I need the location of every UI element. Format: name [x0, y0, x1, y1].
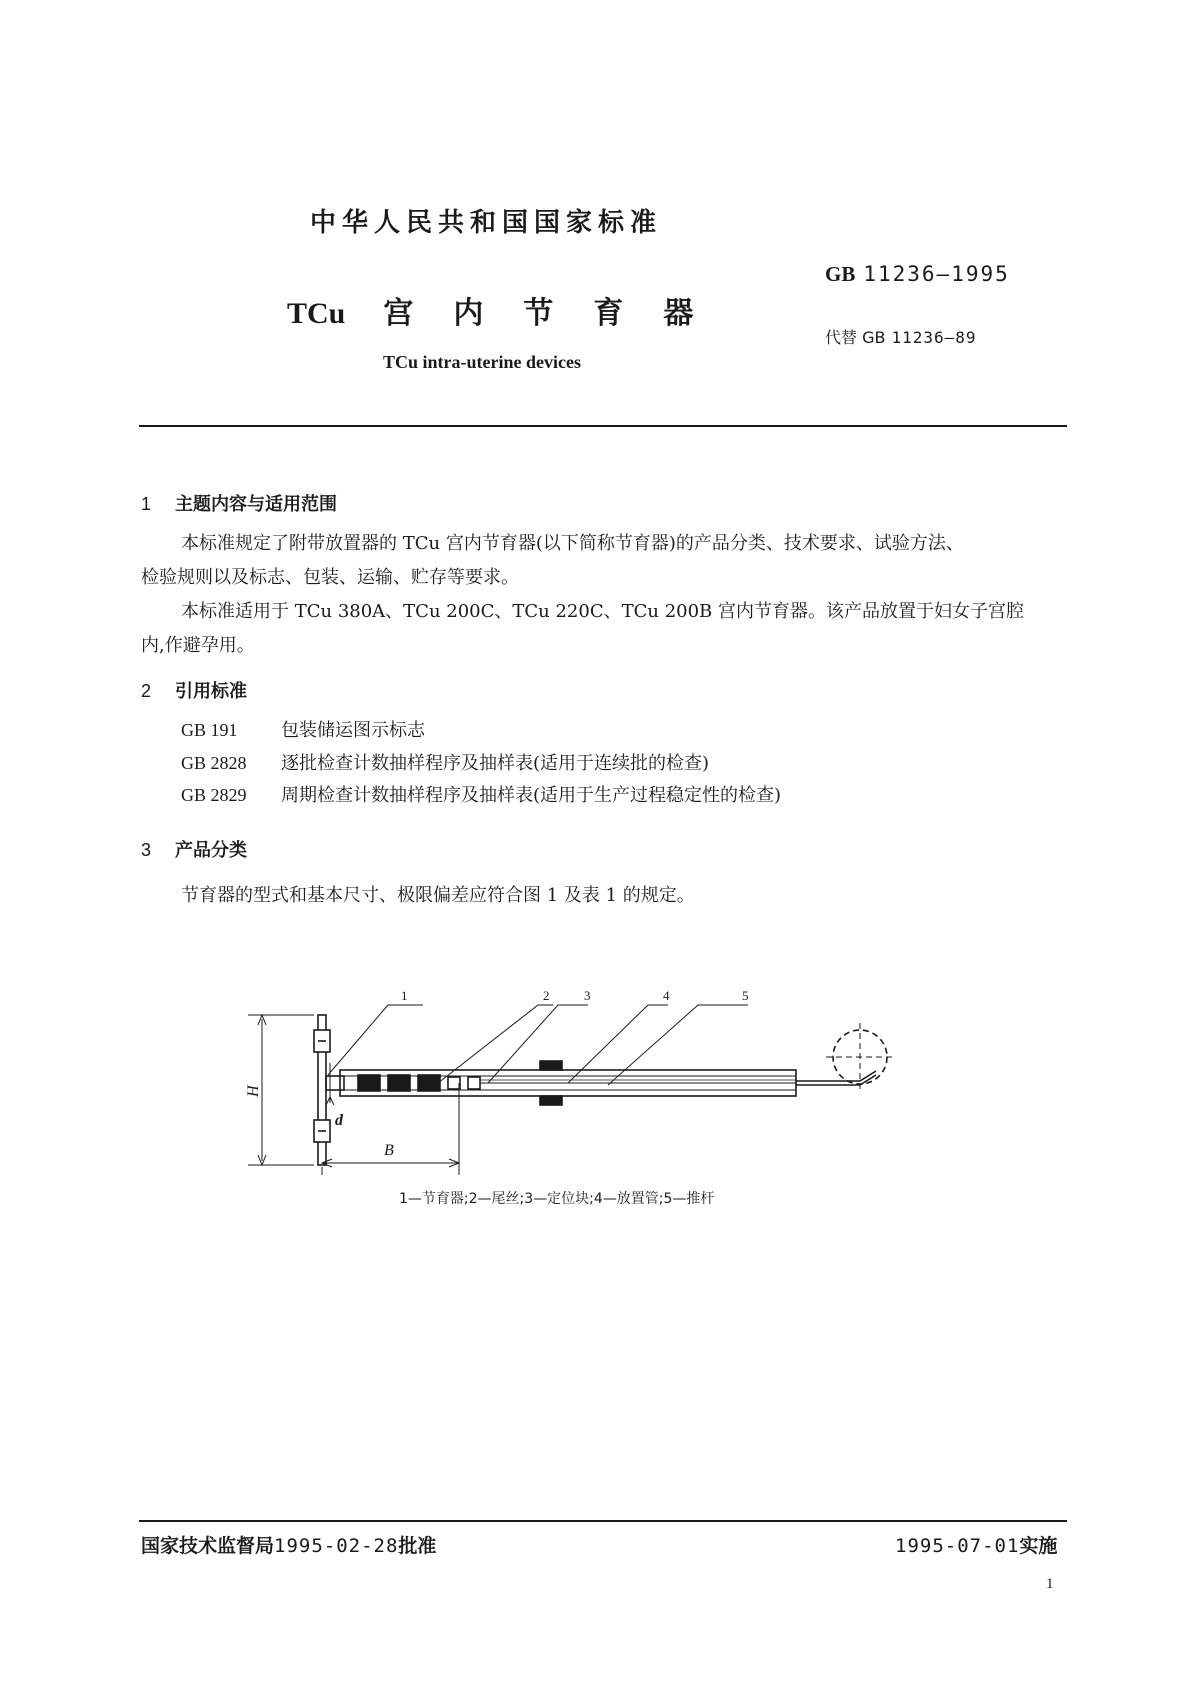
section-title: 主题内容与适用范围	[175, 494, 337, 515]
national-standard-title: 中华人民共和国国家标准	[310, 208, 663, 238]
reference-item	[181, 749, 709, 775]
header-divider	[139, 425, 1067, 427]
dimension-b	[322, 1083, 459, 1175]
reference-item	[181, 716, 425, 742]
section-3-heading	[141, 836, 247, 862]
effective-date: 1995-07-01	[895, 1535, 1020, 1557]
reference-item	[181, 781, 781, 807]
section-1-paragraph-1-line-1: 本标准规定了附带放置器的 TCu 宫内节育器(以下简称节育器)的产品分类、技术要求、试验方法、	[181, 533, 964, 554]
section-1-paragraph-1-line-2: 检验规则以及标志、包装、运输、贮存等要求。	[141, 567, 519, 588]
replaces-standard	[825, 325, 977, 348]
approver-name: 国家技术监督局	[141, 1535, 275, 1557]
standard-code: 11236—1995	[863, 262, 1010, 286]
iud-technical-drawing	[245, 975, 908, 1175]
approval-date: 1995-02-28	[274, 1535, 399, 1557]
reference-code: GB 2828	[181, 753, 247, 773]
callout-1: 1	[401, 988, 408, 1003]
replaces-label: 代替 GB	[825, 328, 886, 347]
approval-suffix: 批准	[398, 1535, 437, 1557]
reference-title: 包装储运图示标志	[281, 720, 425, 741]
page-number: 1	[1046, 1576, 1054, 1592]
section-title: 引用标准	[175, 681, 247, 702]
english-title: TCu intra-uterine devices	[383, 352, 581, 372]
replaces-number: 11236—89	[891, 328, 977, 347]
title-cjk: 宫内节育器	[383, 296, 734, 331]
reference-title: 逐批检查计数抽样程序及抽样表(适用于连续批的检查)	[281, 753, 710, 774]
figure-caption: 1—节育器;2—尾丝;3—定位块;4—放置管;5—推杆	[399, 1191, 715, 1207]
callout-2: 2	[543, 988, 550, 1003]
section-3-paragraph: 节育器的型式和基本尺寸、极限偏差应符合图 1 及表 1 的规定。	[181, 885, 695, 906]
title-latin: TCu	[287, 297, 346, 330]
section-number: 3	[141, 840, 152, 860]
effective-line	[895, 1531, 1057, 1558]
effective-suffix: 实施	[1019, 1535, 1058, 1557]
section-1-paragraph-2-line-2: 内,作避孕用。	[141, 635, 255, 656]
page-title	[287, 288, 733, 332]
section-2-heading	[141, 677, 247, 703]
inserter-tube	[326, 1061, 876, 1105]
section-title: 产品分类	[175, 840, 247, 861]
footer-divider	[139, 1520, 1067, 1522]
dim-d-label: d	[335, 1112, 343, 1129]
section-number: 1	[141, 494, 152, 514]
reference-code: GB 2829	[181, 785, 247, 805]
dim-h-label: H	[245, 1085, 262, 1097]
callout-5: 5	[742, 988, 749, 1003]
approval-line	[141, 1531, 436, 1558]
section-1-paragraph-2-line-1: 本标准适用于 TCu 380A、TCu 200C、TCu 220C、TCu 200B 宫内节育器。该产品放置于妇女子宫腔	[181, 601, 1025, 622]
callout-3: 3	[584, 988, 591, 1003]
reference-title: 周期检查计数抽样程序及抽样表(适用于生产过程稳定性的检查)	[281, 785, 782, 806]
section-number: 2	[141, 681, 152, 701]
reference-code: GB 191	[181, 720, 238, 740]
callout-4: 4	[663, 988, 670, 1003]
section-1-heading	[141, 490, 337, 516]
standard-number	[825, 262, 1010, 287]
dim-b-label: B	[384, 1142, 394, 1159]
standard-prefix: GB	[825, 262, 856, 286]
